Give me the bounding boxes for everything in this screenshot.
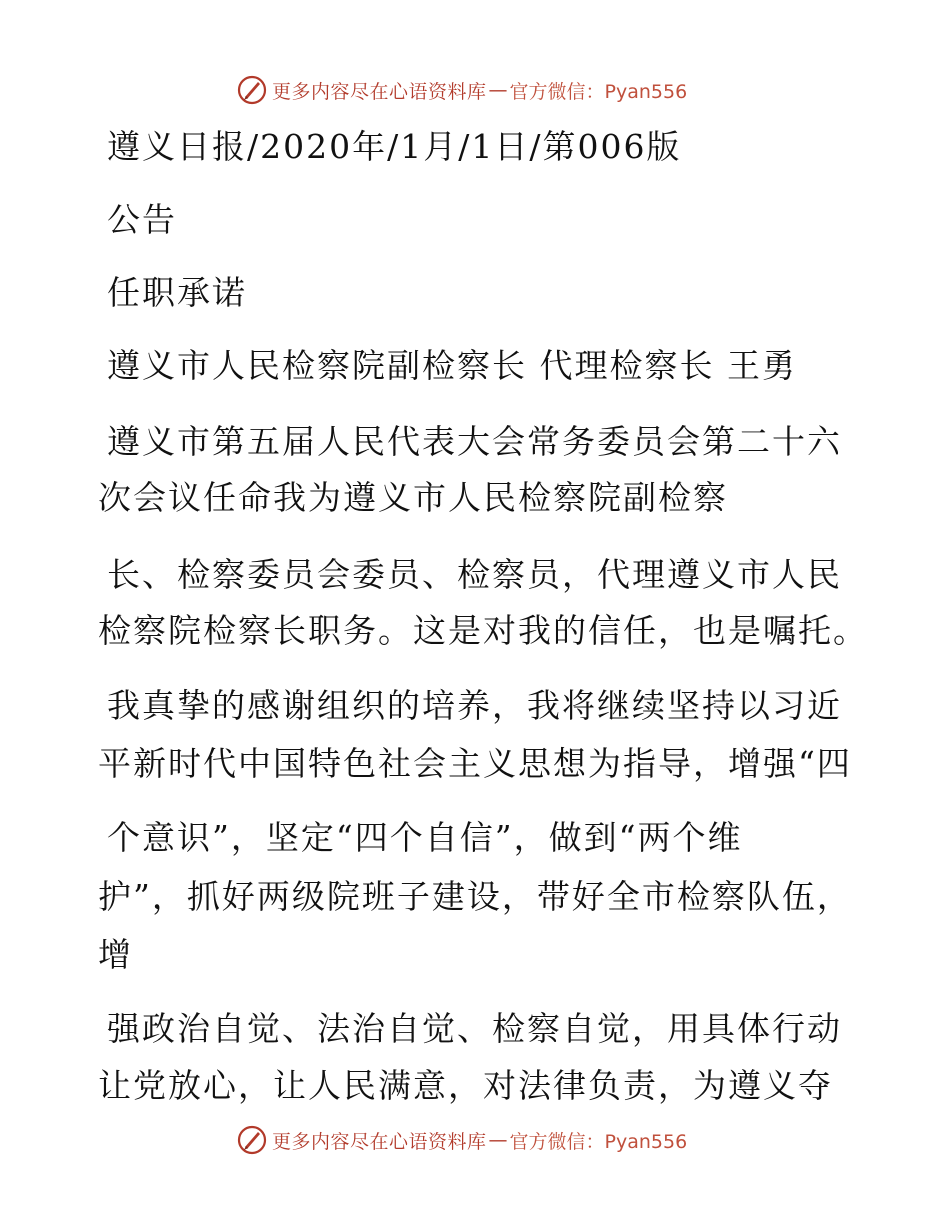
quill-pen-logo-icon (236, 1124, 268, 1156)
body-line: 强政治自觉、法治自觉、检察自觉，用具体行动 (107, 1009, 842, 1048)
section-title: 任职承诺 (107, 273, 247, 312)
quill-pen-logo-icon (236, 74, 268, 106)
body-line: 长、检察委员会委员、检察员，代理遵义市人民 (107, 555, 842, 594)
byline: 遵义市人民检察院副检察长 代理检察长 王勇 (107, 346, 797, 385)
body-line: 增 (98, 935, 133, 974)
body-line: 护”，抓好两级院班子建设，带好全市检察队伍， (98, 877, 852, 916)
source-line: 遵义日报/2020年/1月/1日/第006版 (107, 127, 682, 166)
body-line: 遵义市第五届人民代表大会常务委员会第二十六 (107, 422, 842, 461)
watermark-text: 更多内容尽在心语资料库 (272, 1130, 487, 1153)
watermark-suffix: 官方微信：Pyan556 (509, 80, 688, 103)
watermark-header (236, 73, 687, 107)
body-line: 次会议任命我为遵义市人民检察院副检察 (98, 478, 728, 517)
watermark-separator: — (488, 79, 508, 101)
body-line: 平新时代中国特色社会主义思想为指导，增强“四 (98, 744, 852, 783)
watermark-suffix: 官方微信：Pyan556 (509, 1130, 688, 1153)
category-label: 公告 (107, 200, 177, 239)
body-line: 个意识”，坚定“四个自信”，做到“两个维 (107, 818, 743, 857)
body-line: 我真挚的感谢组织的培养，我将继续坚持以习近 (107, 686, 842, 725)
body-line: 让党放心，让人民满意，对法律负责，为遵义夺 (98, 1066, 833, 1105)
watermark-separator: — (488, 1129, 508, 1151)
watermark-footer (236, 1123, 687, 1157)
watermark-text: 更多内容尽在心语资料库 (272, 80, 487, 103)
body-line: 检察院检察长职务。这是对我的信任，也是嘱托。 (98, 611, 868, 650)
